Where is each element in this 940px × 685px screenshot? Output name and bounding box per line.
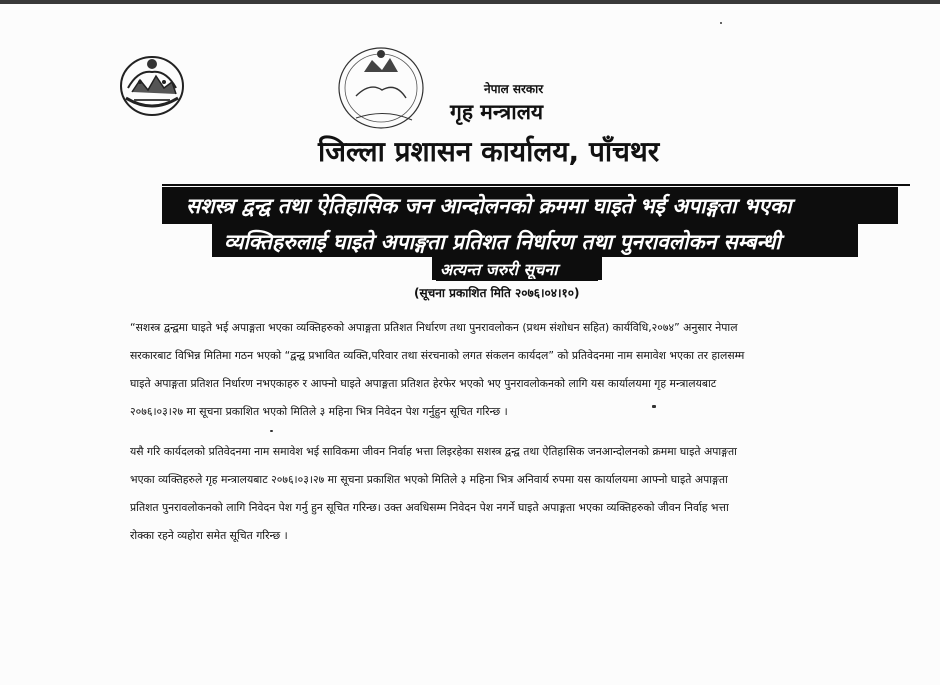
- scan-top-edge: [0, 0, 940, 4]
- government-label: नेपाल सरकार: [484, 82, 544, 96]
- paragraph-2-line: प्रतिशत पुनरावलोकनको लागि निवेदन पेश गर्नु हुन सूचित गरिन्छ। उक्त अवधिसम्म निवेदन पेश नगर्ने घाइते अपाङ्गता भएका व्यक्तिहरुको जीवन निर्वाह भत्ता: [130, 501, 729, 514]
- district-office-seal-icon: [326, 42, 436, 138]
- paragraph-1-line: घाइते अपाङ्गता प्रतिशत निर्धारण नभएकाहरु र आफ्नो घाइते अपाङ्गता प्रतिशत हेरफेर भएको भए पुनरावलोकनको लागि यस कार्यालयमा गृह मन्त्रालयबाट: [130, 377, 717, 390]
- urgent-notice-label: अत्यन्त जरुरी सूचना: [440, 260, 558, 279]
- paragraph-1-line: सरकारबाट विभिन्न मितिमा गठन भएको “द्वन्द्व प्रभावित व्यक्ति,परिवार तथा संरचनाको लगत संकलन कार्यदल” को प्रतिवेदनमा नाम समावेश भएका तर हालसम्म: [130, 349, 745, 362]
- publication-date: (सूचना प्रकाशित मिति २०७६।०४।१०): [414, 286, 580, 300]
- office-title: जिल्ला प्रशासन कार्यालय, पाँचथर: [318, 135, 660, 168]
- paragraph-2-line: रोक्का रहने व्यहोरा समेत सूचित गरिन्छ ।: [130, 529, 288, 542]
- paragraph-1: [130, 314, 920, 426]
- scan-speck: [652, 405, 656, 408]
- paragraph-2: [130, 438, 920, 550]
- paragraph-2-line: भएका व्यक्तिहरुले गृह मन्त्रालयबाट २०७६।०३।२७ मा सूचना प्रकाशित भएको मितिले ३ महिना भित्र अनिवार्य रुपमा यस कार्यालयमा आफ्नो घाइते अपाङ्गता: [130, 473, 728, 486]
- scan-speck: [720, 22, 722, 24]
- urgent-underline: [436, 279, 598, 281]
- paragraph-2-line: यसै गरि कार्यदलको प्रतिवेदनमा नाम समावेश भई साविकमा जीवन निर्वाह भत्ता लिइरहेका सशस्त्र द्वन्द्व तथा ऐतिहासिक जनआन्दोलनको क्रममा घाइते अपाङ्गता: [130, 445, 737, 458]
- headline-line-2: व्यक्तिहरुलाई घाइते अपाङ्गता प्रतिशत निर्धारण तथा पुनरावलोकन सम्बन्धी: [224, 230, 781, 254]
- headline-line-1: सशस्त्र द्वन्द्व तथा ऐतिहासिक जन आन्दोलनको क्रममा घाइते भई अपाङ्गता भएका: [186, 194, 792, 218]
- paragraph-1-line: २०७६।०३।२७ मा सूचना प्रकाशित भएको मितिले ३ महिना भित्र निवेदन पेश गर्नुहुन सूचित गरिन्छ ।: [130, 405, 508, 418]
- district-office-seal: [326, 42, 436, 138]
- nepal-coat-of-arms-icon: [118, 52, 186, 118]
- ministry-title: गृह मन्त्रालय: [450, 100, 544, 124]
- scan-speck: [270, 430, 273, 432]
- banner-rule: [162, 184, 910, 186]
- paragraph-1-line: “सशस्त्र द्वन्द्वमा घाइते भई अपाङ्गता भएका व्यक्तिहरुको अपाङ्गता प्रतिशत निर्धारण तथा पुनरावलोकन (प्रथम संशोधन सहित) कार्यविधि,२०७४” अनुसार नेपाल: [130, 321, 738, 334]
